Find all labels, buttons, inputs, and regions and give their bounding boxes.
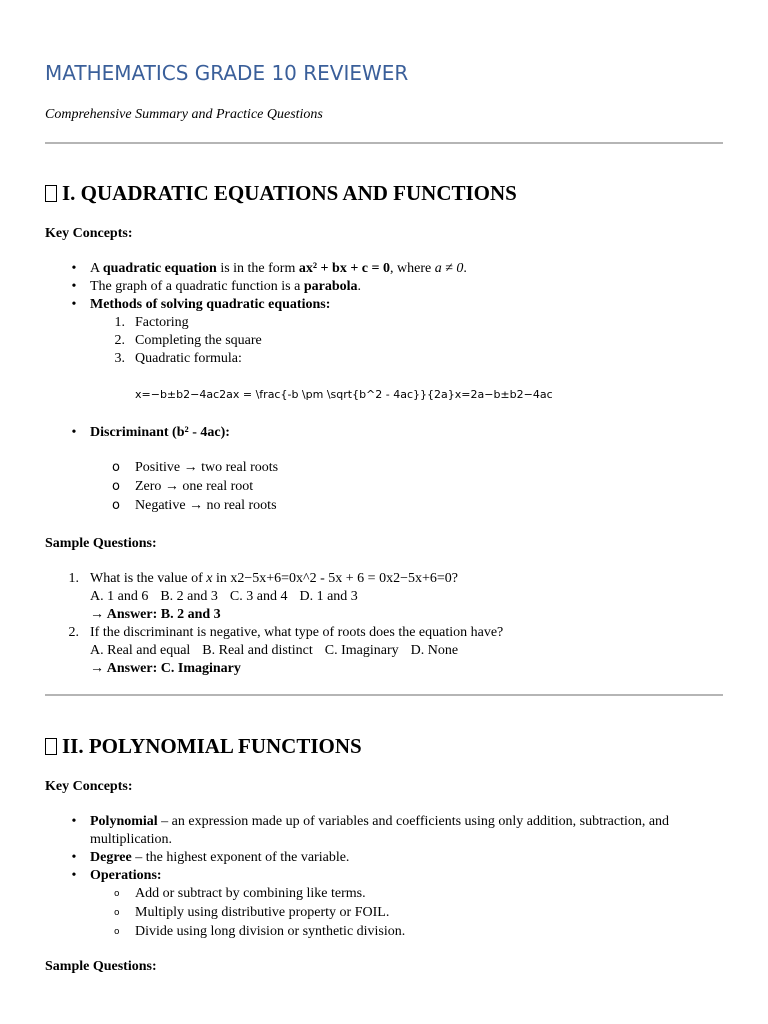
key-concepts-label: Key Concepts: [45,226,133,241]
list-item-continued: multiplication. [90,832,173,847]
discriminant-list [45,424,723,442]
horizontal-rule [45,694,723,696]
section-heading-quadratic: I. QUADRATIC EQUATIONS AND FUNCTIONS [45,180,517,206]
sample-questions-list [45,570,723,678]
document-title: MATHEMATICS GRADE 10 REVIEWER [45,61,409,85]
question-item: 2. If the discriminant is negative, what type of roots does the equation have? [68,625,504,640]
key-concepts-list [45,260,723,368]
list-item: • A quadratic equation is in the form ax² + bx + c = 0, where a ≠ 0. [71,261,467,276]
list-item: • Discriminant (b² - 4ac): [71,425,230,440]
numbered-item: 1. Factoring [114,315,189,330]
list-item: o Add or subtract by combining like terms. [114,886,366,901]
document-subtitle: Comprehensive Summary and Practice Questions [45,107,323,122]
list-item: o Positive → two real roots [112,460,279,475]
question-choices: A. 1 and 6 B. 2 and 3 C. 3 and 4 D. 1 and 3 [90,589,358,604]
list-item: • The graph of a quadratic function is a parabola. [71,279,361,294]
missing-glyph-icon [45,185,57,202]
numbered-item: 3. Quadratic formula: [114,351,242,366]
key-concepts-list [45,813,723,942]
missing-glyph-icon [45,738,57,755]
list-item: o Divide using long division or synthetic division. [114,924,406,939]
discriminant-sublist [45,459,723,516]
list-item: • Methods of solving quadratic equations: [71,297,331,312]
question-item: 1. What is the value of x in x2−5x+6=0x^2 - 5x + 6 = 0x2−5x+6=0? [68,571,458,586]
question-choices: A. Real and equal B. Real and distinct C. Imaginary D. None [90,643,459,658]
list-item: • Operations: [71,868,162,883]
question-answer: → Answer: B. 2 and 3 [90,607,221,622]
numbered-item: 2. Completing the square [114,333,262,348]
list-item: o Negative → no real roots [112,498,277,513]
key-concepts-label: Key Concepts: [45,779,133,794]
quadratic-formula: x=−b±b2−4ac2ax = \frac{-b \pm \sqrt{b^2 - 4ac}}{2a}x=2a−b±b2−4ac [135,388,553,401]
question-answer: → Answer: C. Imaginary [90,661,241,676]
sample-questions-label: Sample Questions: [45,959,157,974]
list-item: o Multiply using distributive property or FOIL. [114,905,390,920]
sample-questions-label: Sample Questions: [45,536,157,551]
section-heading-polynomial: II. POLYNOMIAL FUNCTIONS [45,733,362,759]
list-item: o Zero → one real root [112,479,254,494]
list-item: • Polynomial – an expression made up of variables and coefficients using only addition, subtraction, and [71,814,670,829]
list-item: • Degree – the highest exponent of the variable. [71,850,350,865]
horizontal-rule [45,142,723,144]
